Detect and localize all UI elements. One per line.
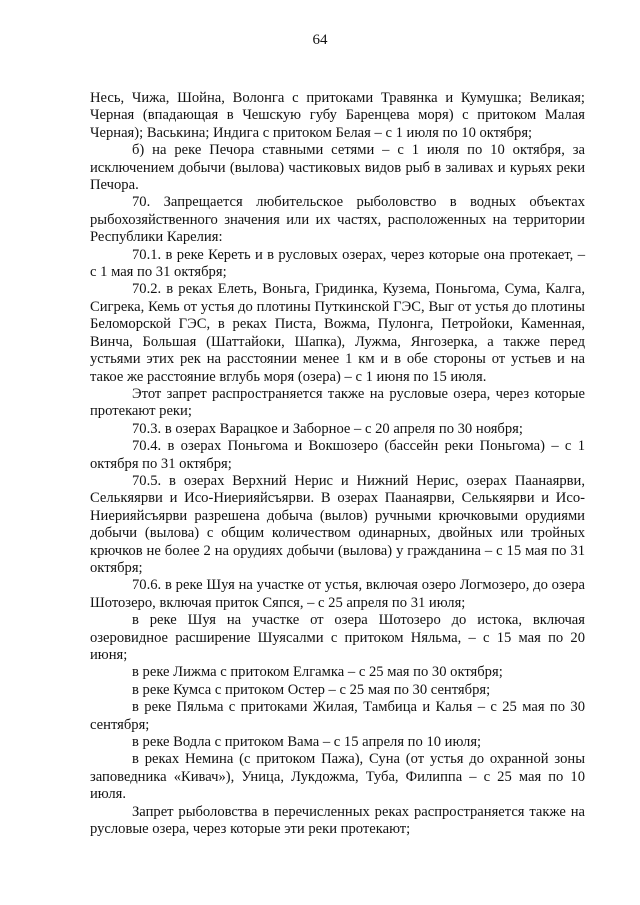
paragraph: в реке Лижма с притоком Елгамка – с 25 мая по 30 октября; — [132, 664, 503, 681]
paragraph: Запрет рыболовства в перечисленных реках распространяется также на русловые озера, через которые эти реки протекают; — [90, 803, 585, 838]
page-number: 64 — [312, 32, 328, 48]
paragraph: в реке Водла с притоком Вама – с 15 апреля по 10 июля; — [132, 734, 482, 751]
paragraph: б) на реке Печора ставными сетями – с 1 июля по 10 октября, за исключением добычи (вылова) частиковых видов рыб в заливах и курьях реки Печора. — [90, 142, 585, 194]
paragraph: 70.2. в реках Елеть, Воньга, Гридинка, Кузема, Поньгома, Сума, Калга, Сигрека, Кемь от устья до плотины Путкинской ГЭС, Выг от устья до плотины Беломорской ГЭС, в реках Писта, Вожма, Пулонга, Петройоки, Каменная, Винча, Большая (Шаттайоки, Шапка), Лужма, Янгозерка, а также перед устьями этих рек на расстоянии менее 1 км и в обе стороны от устьев и на такое же расстояние вглубь моря (озера) – с 1 июня по 15 июля. — [90, 281, 585, 385]
paragraph: Несь, Чижа, Шойна, Волонга с притоками Травянка и Кумушка; Великая; Черная (впадающая в Чешскую губу Баренцева моря) с притоком Малая Черная); Васькина; Индига с притоком Белая – с 1 июля по 10 октября; — [90, 90, 585, 141]
document-body — [90, 90, 585, 838]
paragraph: 70. Запрещается любительское рыболовство в водных объектах рыбохозяйственного значения или их частях, расположенных на территории Республики Карелия: — [90, 194, 585, 246]
paragraph: 70.5. в озерах Верхний Нерис и Нижний Нерис, озерах Паанаярви, Селькяярви и Исо-Ниерияйсъярви. В озерах Паанаярви, Селькяярви и Исо-Ниерияйсъярви разрешена добыча (вылов) ручными крючковыми орудиями добычи (вылова) с общим количеством одинарных, двойных или тройных крючков не более 2 на орудиях добычи (вылова) у гражданина – с 15 мая по 31 октября; — [90, 472, 585, 576]
paragraph: 70.6. в реке Шуя на участке от устья, включая озеро Логмозеро, до озера Шотозеро, включая приток Сяпся, – с 25 апреля по 31 июля; — [90, 577, 585, 611]
paragraph: 70.3. в озерах Варацкое и Заборное – с 20 апреля по 30 ноября; — [132, 420, 523, 437]
paragraph: 70.1. в реке Кереть и в русловых озерах, через которые она протекает, – с 1 мая по 31 октября; — [90, 246, 585, 281]
paragraph: в реке Пяльма с притоками Жилая, Тамбица и Калья – с 25 мая по 30 сентября; — [90, 699, 585, 733]
paragraph: в реке Кумса с притоком Остер – с 25 мая по 30 сентября; — [132, 681, 491, 698]
paragraph: в реке Шуя на участке от озера Шотозеро до истока, включая озеровидное расширение Шуясалми с притоком Няльма, – с 15 мая по 20 июня; — [90, 612, 585, 663]
paragraph: 70.4. в озерах Поньгома и Вокшозеро (бассейн реки Поньгома) – с 1 октября по 31 октября; — [90, 438, 585, 472]
paragraph: в реках Немина (с притоком Пажа), Суна (от устья до охранной зоны заповедника «Кивач»), Уница, Лукдожма, Туба, Филиппа – с 25 мая по 10 июля. — [90, 751, 585, 803]
paragraph: Этот запрет распространяется также на русловые озера, через которые протекают реки; — [90, 385, 585, 420]
